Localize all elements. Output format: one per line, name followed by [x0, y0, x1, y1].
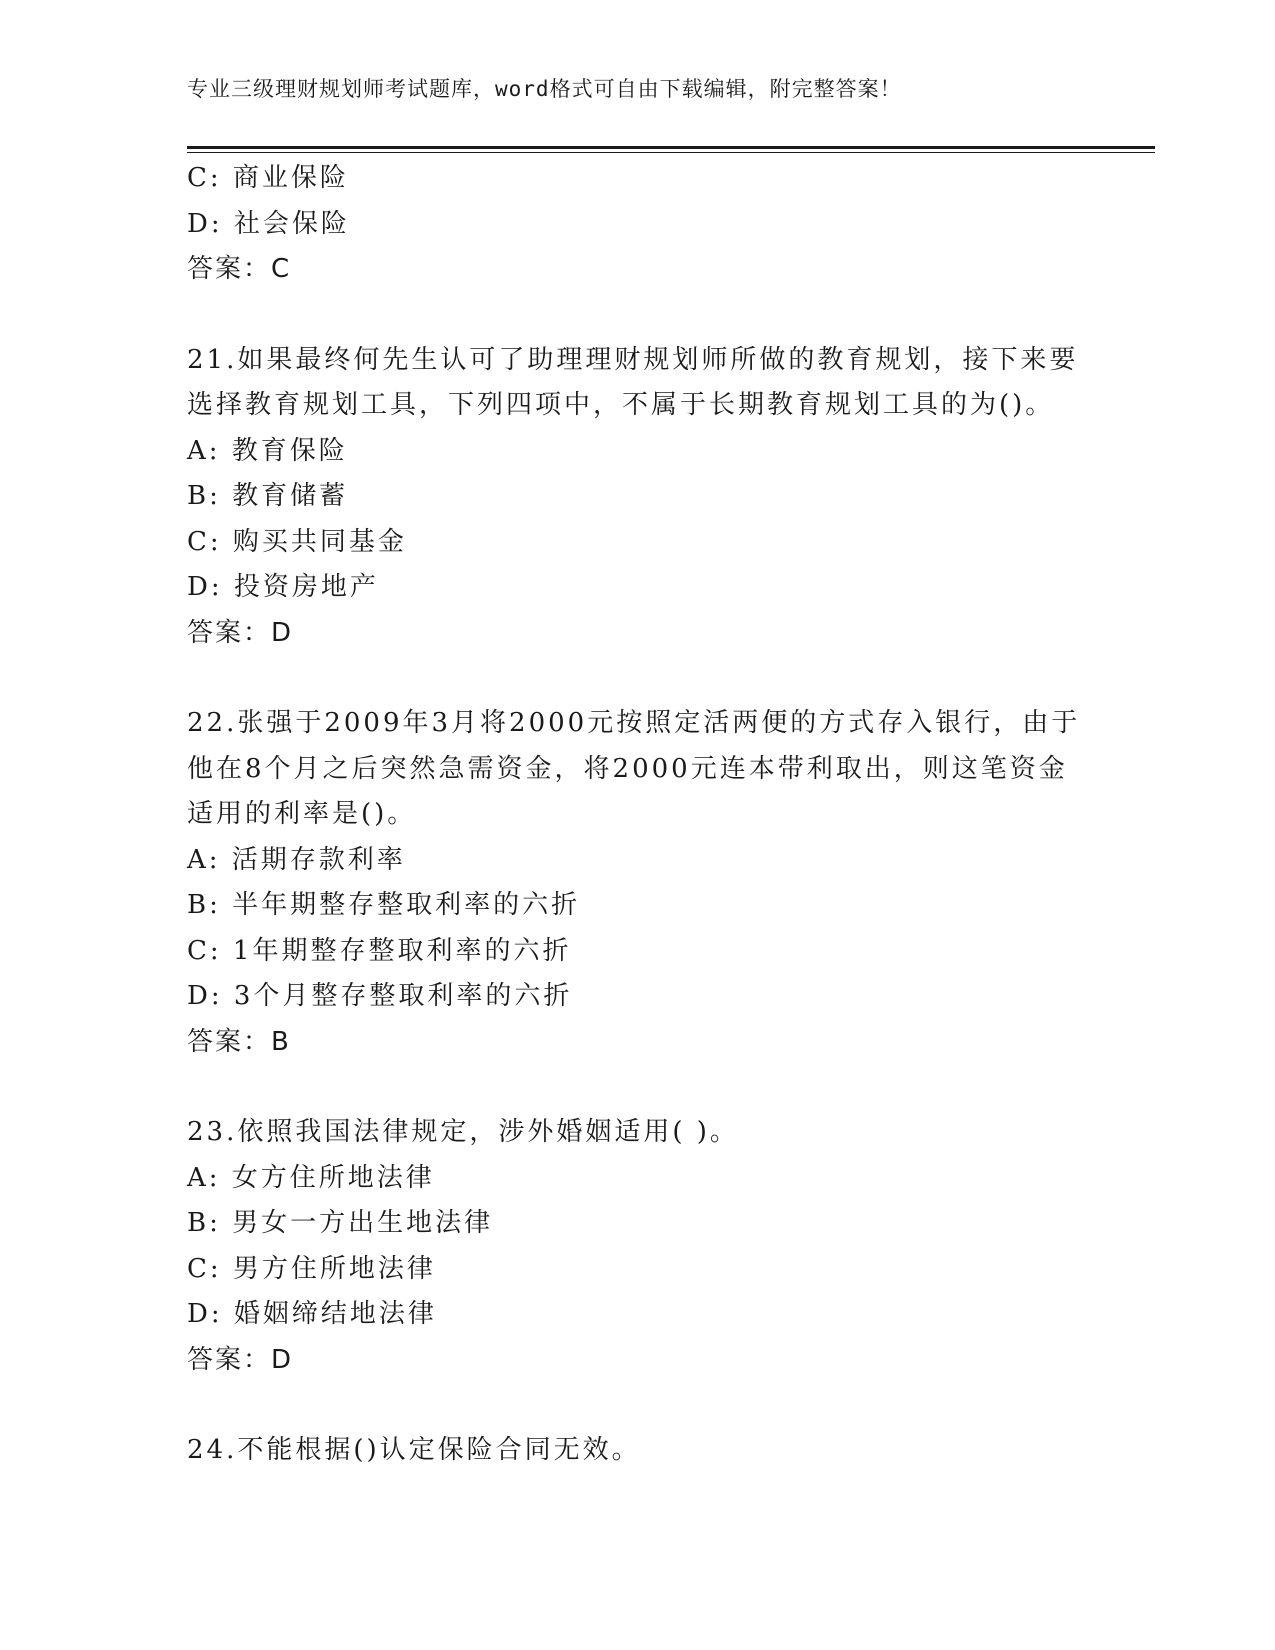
question-text: 21.如果最终何先生认可了助理理财规划师所做的教育规划，接下来要 — [187, 344, 1079, 375]
option-c: C: 购买共同基金 — [187, 526, 407, 557]
question-text: 24.不能根据()认定保险合同无效。 — [187, 1435, 641, 1465]
answer-line: 答案：D — [187, 1344, 294, 1375]
question-block-23 — [187, 1110, 1107, 1383]
option-a: A: 活期存款利率 — [187, 844, 406, 875]
option-a: A: 女方住所地法律 — [187, 1162, 435, 1193]
question-block-21 — [187, 338, 1107, 657]
question-block-24 — [187, 1428, 1107, 1474]
question-block-22 — [187, 701, 1107, 1065]
answer-line: 答案：D — [187, 617, 294, 648]
document-body — [187, 156, 1107, 1474]
question-text: 22.张强于2009年3月将2000元按照定活两便的方式存入银行，由于 — [187, 708, 1081, 738]
spacer — [187, 656, 1107, 701]
option-c: C: 商业保险 — [187, 163, 349, 193]
option-b: B: 半年期整存整取利率的六折 — [187, 890, 581, 920]
option-b: B: 教育储蓄 — [187, 481, 349, 511]
question-text: 选择教育规划工具，下列四项中，不属于长期教育规划工具的为()。 — [187, 390, 1055, 420]
option-d: D: 投资房地产 — [187, 572, 379, 602]
answer-line: 答案：B — [187, 1026, 291, 1057]
question-text: 23.依照我国法律规定，涉外婚姻适用( )。 — [187, 1117, 739, 1147]
option-d: D: 3个月整存整取利率的六折 — [187, 981, 573, 1011]
answer-line: 答案：C — [187, 254, 292, 284]
spacer — [187, 1383, 1107, 1428]
option-d: D: 婚姻缔结地法律 — [187, 1299, 437, 1329]
header-rule-thin — [187, 152, 1155, 153]
spacer — [187, 293, 1107, 338]
option-c: C: 1年期整存整取利率的六折 — [187, 935, 572, 966]
question-text: 适用的利率是()。 — [187, 799, 417, 829]
option-b: B: 男女一方出生地法律 — [187, 1208, 494, 1238]
option-d: D: 社会保险 — [187, 208, 350, 239]
question-text: 他在8个月之后突然急需资金，将2000元连本带利取出，则这笔资金 — [187, 753, 1068, 784]
page-header: 专业三级理财规划师考试题库，word格式可自由下载编辑，附完整答案！ — [187, 77, 902, 101]
spacer — [187, 1065, 1107, 1110]
question-block-continued — [187, 156, 1107, 293]
option-c: C: 男方住所地法律 — [187, 1253, 436, 1284]
option-a: A: 教育保险 — [187, 435, 348, 466]
header-rule-thick — [187, 146, 1155, 149]
